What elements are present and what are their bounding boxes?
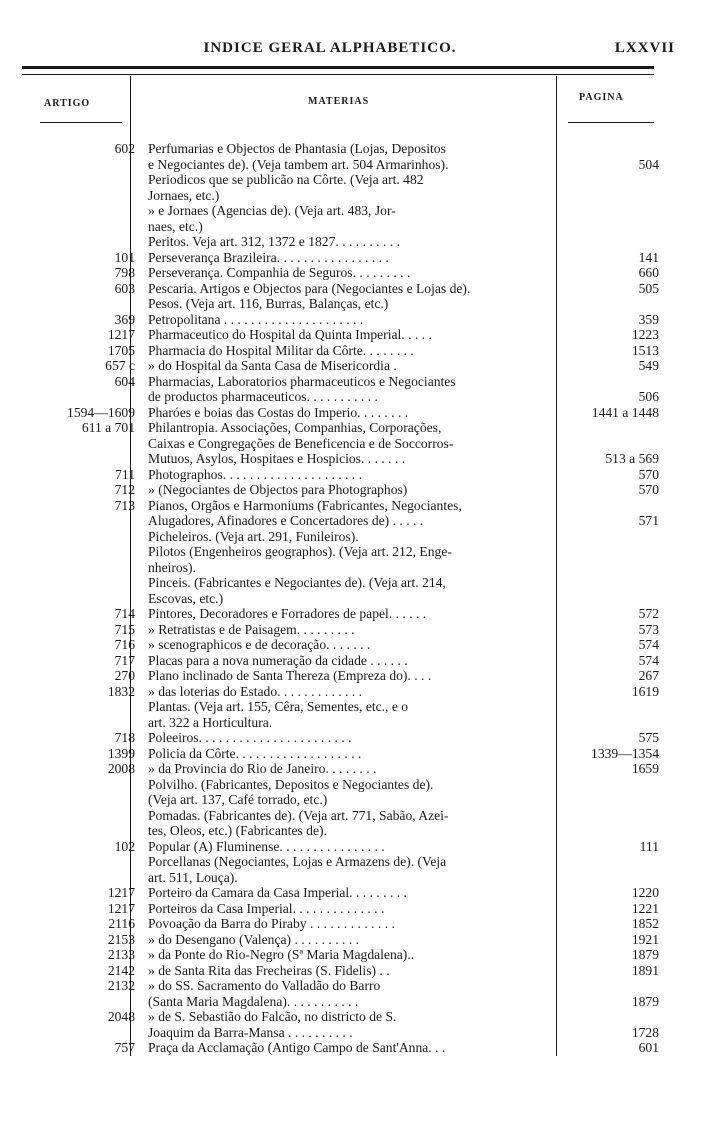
index-row (0, 963, 725, 980)
index-row (0, 730, 725, 747)
materia-cell: » do Hospital da Santa Casa de Misericordia . (148, 358, 397, 373)
index-row (0, 436, 725, 453)
index-row (0, 327, 725, 344)
pagina-cell: 660 (638, 265, 659, 280)
artigo-cell: 711 (115, 466, 135, 482)
index-row (0, 761, 725, 778)
pagina-cell: 141 (638, 249, 659, 265)
artigo-cell: 714 (114, 606, 135, 621)
index-row (0, 885, 725, 902)
index-row (0, 792, 725, 809)
materia-cell: Peritos. Veja art. 312, 1372 e 1827. . . . . . . . . . (148, 234, 400, 249)
index-row (0, 188, 725, 205)
materia-cell: Escovas, etc.) (148, 590, 224, 606)
column-rule-pagina-short (568, 122, 654, 123)
index-row (0, 1009, 725, 1026)
materia-cell: Perseverança Brazileira. . . . . . . . . . . . . . . . . (148, 249, 389, 265)
artigo-cell: 603 (114, 280, 135, 296)
index-row (0, 839, 725, 856)
materia-cell: » do SS. Sacramento do Valladão do Barro (148, 978, 381, 993)
materia-cell: » de Santa Rita das Frecheiras (S. Fidelis) . . (148, 962, 390, 978)
materia-cell: (Veja art. 137, Café torrado, etc.) (148, 792, 328, 807)
materia-cell: Mutuos, Asylos, Hospitaes e Hospicios. . . . . . . (148, 451, 406, 466)
index-row (0, 668, 725, 685)
pagina-cell: 1852 (631, 916, 659, 931)
index-row (0, 622, 725, 639)
pagina-cell: 1513 (631, 342, 659, 358)
index-row (0, 389, 725, 406)
artigo-cell: 101 (114, 249, 135, 265)
materia-cell: Praça da Acclamação (Antigo Campo de Sant'Anna. . . (148, 1040, 446, 1055)
materia-cell: de productos pharmaceuticos. . . . . . . . . . . (148, 389, 378, 404)
pagina-cell: 1879 (631, 993, 659, 1009)
materia-cell: Pescaria. Artigos e Objectos para (Negociantes e Lojas de). (148, 280, 471, 296)
index-row (0, 870, 725, 887)
index-row (0, 606, 725, 623)
materia-cell: Picheleiros. (Veja art. 291, Funileiros). (148, 528, 359, 544)
index-row (0, 715, 725, 732)
materia-cell: Perseverança. Companhia de Seguros. . . . . . . . . (148, 265, 411, 280)
index-row (0, 281, 725, 298)
index-row (0, 808, 725, 825)
index-row (0, 513, 725, 530)
pagina-cell: 574 (638, 637, 659, 652)
pagina-cell: 513 a 569 (605, 451, 659, 466)
materia-cell: e Negociantes de). (Veja tambem art. 504 Armarinhos). (148, 156, 449, 172)
index-row (0, 746, 725, 763)
index-row (0, 901, 725, 918)
artigo-cell: 757 (114, 1040, 135, 1055)
materia-cell: tes, Oleos, etc.) (Fabricantes de). (148, 823, 327, 838)
index-row (0, 234, 725, 251)
index-row (0, 482, 725, 499)
materia-cell: » scenographicos e de decoração. . . . . . . (148, 637, 371, 652)
materia-cell: » do Desengano (Valença) . . . . . . . . . . (148, 931, 360, 947)
pagina-cell: 1891 (631, 962, 659, 978)
artigo-cell: 716 (114, 637, 135, 652)
artigo-cell: 2116 (108, 916, 135, 931)
index-row (0, 591, 725, 608)
column-header-pagina: PAGINA (579, 92, 624, 103)
artigo-cell: 715 (114, 621, 135, 637)
index-row (0, 544, 725, 561)
artigo-cell: 611 a 701 (81, 420, 135, 435)
header-rule-thick (22, 66, 654, 69)
materia-cell: Pinceis. (Fabricantes e Negociantes de). (Veja art. 214, (148, 575, 446, 590)
artigo-cell: 717 (114, 652, 135, 668)
index-row (0, 250, 725, 267)
column-rule-artigo-short (40, 122, 122, 123)
materia-cell: art. 511, Louça). (148, 869, 238, 885)
pagina-cell: 506 (638, 389, 659, 404)
pagina-cell: 505 (638, 280, 659, 296)
pagina-cell: 504 (638, 156, 659, 172)
pagina-cell: 1879 (631, 947, 659, 962)
artigo-cell: 604 (114, 373, 135, 389)
index-row (0, 451, 725, 468)
index-row (0, 823, 725, 840)
pagina-cell: 1339—1354 (591, 745, 659, 761)
artigo-cell: 602 (114, 141, 135, 156)
pagina-cell: 1220 (631, 885, 659, 900)
pagina-cell: 359 (638, 311, 659, 327)
materia-cell: Porteiros da Casa Imperial. . . . . . . . . . . . . . (148, 900, 385, 916)
materia-cell: Plantas. (Veja art. 155, Cêra, Sementes, etc., e o (148, 699, 409, 714)
materia-cell: Pilotos (Engenheiros geographos). (Veja art. 212, Enge- (148, 544, 452, 559)
artigo-cell: 1832 (107, 683, 135, 699)
index-row (0, 405, 725, 422)
index-row (0, 219, 725, 236)
artigo-cell: 1217 (107, 885, 135, 900)
index-row (0, 203, 725, 220)
pagina-cell: 111 (639, 838, 659, 854)
materia-cell: Jornaes, etc.) (148, 187, 220, 203)
artigo-cell: 369 (114, 311, 135, 327)
pagina-cell: 267 (638, 668, 659, 683)
materia-cell: » e Jornaes (Agencias de). (Veja art. 483, Jor- (148, 203, 396, 218)
index-row (0, 343, 725, 360)
pagina-cell: 1441 a 1448 (591, 404, 659, 420)
materia-cell: (Santa Maria Magdalena). . . . . . . . . . . (148, 993, 359, 1009)
materia-cell: Pharmacias, Laboratorios pharmaceuticos e Negociantes (148, 373, 456, 389)
pagina-cell: 575 (638, 730, 659, 745)
pagina-cell: 571 (638, 513, 659, 528)
artigo-cell: 718 (114, 730, 135, 745)
pagina-cell: 1728 (631, 1024, 659, 1040)
index-row (0, 420, 725, 437)
index-row (0, 1040, 725, 1057)
materia-cell: » da Ponte do Rio-Negro (Sª Maria Magdalena).. (148, 947, 415, 962)
materia-cell: Periodicos que se publicão na Côrte. (Veja art. 482 (148, 172, 424, 187)
materia-cell: Polvilho. (Fabricantes, Depositos e Negociantes de). (148, 776, 434, 792)
materia-cell: naes, etc.) (148, 218, 203, 234)
pagina-cell: 1921 (631, 931, 659, 947)
pagina-cell: 572 (638, 606, 659, 621)
materia-cell: » de S. Sebastião do Falcão, no districto de S. (148, 1009, 397, 1024)
index-row (0, 312, 725, 329)
pagina-cell: 1221 (631, 900, 659, 916)
index-row (0, 637, 725, 654)
materia-cell: Pharóes e boias das Costas do Imperio. . . . . . . . (148, 404, 409, 420)
pagina-cell: 1659 (631, 761, 659, 776)
pagina-cell: 1223 (631, 327, 659, 342)
materia-cell: Pomadas. (Fabricantes de). (Veja art. 771, Sabão, Azei- (148, 807, 449, 823)
materia-cell: Placas para a nova numeração da cidade . . . . . . (148, 652, 408, 668)
index-row (0, 854, 725, 871)
index-row (0, 358, 725, 375)
artigo-cell: 1594—1609 (67, 404, 135, 420)
index-row (0, 157, 725, 174)
artigo-cell: 2048 (107, 1009, 135, 1024)
pagina-cell: 601 (638, 1040, 659, 1055)
index-row (0, 374, 725, 391)
artigo-cell: 798 (114, 265, 135, 280)
artigo-cell: 713 (114, 497, 135, 513)
header-rule-thin (22, 74, 654, 75)
column-header-artigo: ARTIGO (44, 98, 91, 109)
index-row (0, 141, 725, 158)
pagina-cell: 549 (638, 358, 659, 373)
materia-cell: Philantropia. Associações, Companhias, Corporações, (148, 420, 442, 435)
index-row (0, 699, 725, 716)
index-row (0, 1025, 725, 1042)
artigo-cell: 102 (114, 838, 135, 854)
artigo-cell: 2008 (107, 761, 135, 776)
index-row (0, 575, 725, 592)
materia-cell: » da Provincia do Rio de Janeiro. . . . . . . . (148, 761, 377, 776)
index-row (0, 498, 725, 515)
index-row (0, 172, 725, 189)
materia-cell: Pharmaceutico do Hospital da Quinta Imperial. . . . . (148, 327, 432, 342)
materia-cell: Photographos. . . . . . . . . . . . . . . . . . . . . (148, 466, 363, 482)
artigo-cell: 712 (114, 482, 135, 497)
column-header-materias: MATERIAS (308, 96, 370, 107)
index-row (0, 529, 725, 546)
materia-cell: Pharmacia do Hospital Militar da Côrte. . . . . . . . (148, 342, 414, 358)
page-title: INDICE GERAL ALPHABETICO. (203, 40, 457, 56)
materia-cell: art. 322 a Horticultura. (148, 714, 273, 730)
pagina-cell: 574 (638, 652, 659, 668)
artigo-cell: 657 c (105, 358, 135, 373)
artigo-cell: 1217 (107, 900, 135, 916)
materia-cell: Povoação da Barra do Piraby . . . . . . . . . . . . . (148, 916, 395, 931)
artigo-cell: 1705 (107, 342, 135, 358)
index-row (0, 916, 725, 933)
index-row (0, 947, 725, 964)
artigo-cell: 1399 (107, 745, 135, 761)
index-row (0, 467, 725, 484)
artigo-cell: 2132 (107, 978, 135, 993)
materia-cell: Poleeiros. . . . . . . . . . . . . . . . . . . . . . . (148, 730, 352, 745)
materia-cell: » Retratistas e de Paisagem. . . . . . . . . (148, 621, 355, 637)
materia-cell: Popular (A) Fluminense. . . . . . . . . . . . . . . . (148, 838, 385, 854)
materia-cell: Pintores, Decoradores e Forradores de papel. . . . . . (148, 606, 427, 621)
index-row (0, 265, 725, 282)
page-number: LXXVII (614, 40, 675, 56)
materia-cell: Porteiro da Camara da Casa Imperial. . . . . . . . . (148, 885, 407, 900)
pagina-cell: 573 (638, 621, 659, 637)
index-row (0, 978, 725, 995)
materia-cell: nheiros). (148, 559, 196, 575)
index-row (0, 777, 725, 794)
index-row (0, 560, 725, 577)
artigo-cell: 270 (114, 668, 135, 683)
artigo-cell: 2153 (107, 931, 135, 947)
materia-cell: Petropolitana . . . . . . . . . . . . . . . . . . . . . (148, 311, 364, 327)
materia-cell: Joaquim da Barra-Mansa . . . . . . . . . . (148, 1024, 353, 1040)
materia-cell: Pianos, Orgãos e Harmoniums (Fabricantes, Negociantes, (148, 497, 462, 513)
index-row (0, 994, 725, 1011)
artigo-cell: 2142 (107, 962, 135, 978)
materia-cell: » (Negociantes de Objectos para Photographos) (148, 482, 408, 497)
materia-cell: Perfumarias e Objectos de Phantasia (Lojas, Depositos (148, 141, 446, 156)
materia-cell: » das loterias do Estado. . . . . . . . . . . . . (148, 683, 363, 699)
materia-cell: Caixas e Congregações de Beneficencia e de Soccorros- (148, 435, 454, 451)
materia-cell: Plano inclinado de Santa Thereza (Empreza do). . . . (148, 668, 432, 683)
index-row (0, 932, 725, 949)
index-row (0, 296, 725, 313)
materia-cell: Policia da Côrte. . . . . . . . . . . . . . . . . . . (148, 745, 362, 761)
index-row (0, 684, 725, 701)
pagina-cell: 570 (638, 466, 659, 482)
materia-cell: Porcellanas (Negociantes, Lojas e Armazens de). (Veja (148, 854, 447, 869)
materia-cell: Pesos. (Veja art. 116, Burras, Balanças, etc.) (148, 296, 389, 311)
index-row (0, 653, 725, 670)
materia-cell: Alugadores, Afinadores e Concertadores de) . . . . . (148, 513, 424, 528)
pagina-cell: 1619 (631, 683, 659, 699)
artigo-cell: 1217 (107, 327, 135, 342)
pagina-cell: 570 (638, 482, 659, 497)
artigo-cell: 2133 (107, 947, 135, 962)
